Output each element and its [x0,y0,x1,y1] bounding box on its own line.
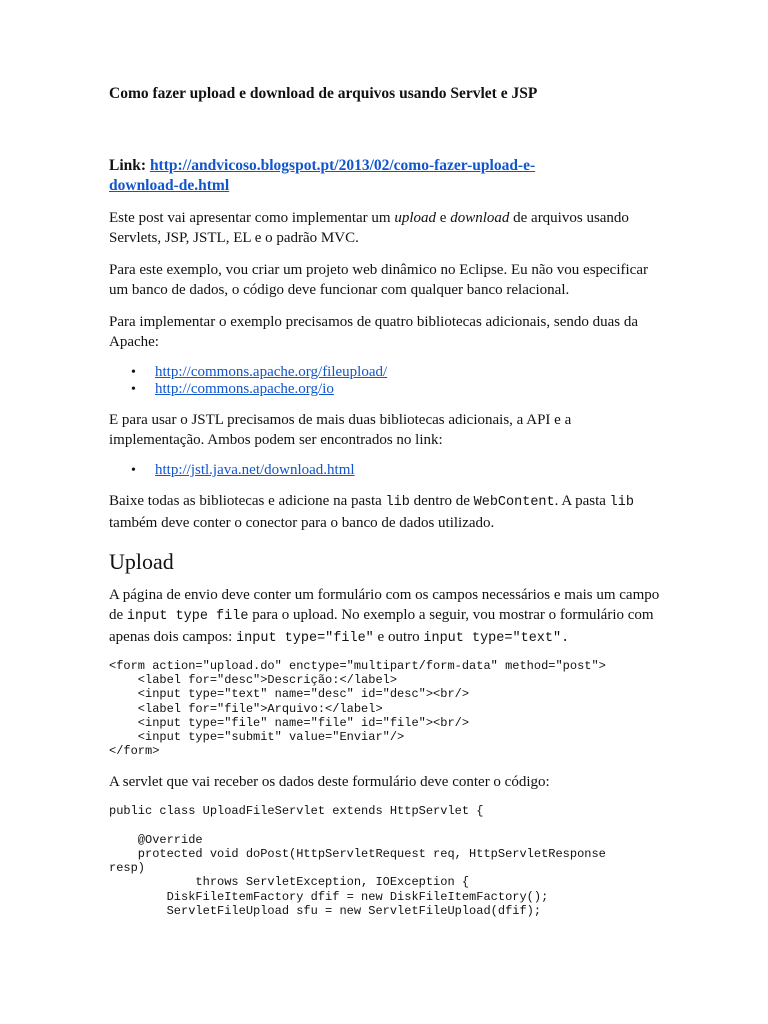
upload-paragraph [109,585,669,649]
upload-heading: Upload [109,549,174,574]
fileupload-link[interactable]: http://commons.apache.org/fileupload/ [155,364,388,380]
source-link-paragraph [109,156,669,196]
upload-text-b: para o upload. No exemplo a seguir, vou mostrar o formulário com apenas dois campos: [109,607,654,645]
intro-text-b: de arquivos usando Servlets, JSP, JSTL, EL e o padrão MVC. [109,210,629,246]
libs-text-b: dentro de [409,493,474,509]
libs-text-a: Baixe todas as bibliotecas e adicione na pasta [109,493,386,509]
list-item [109,462,669,479]
servlet-intro-paragraph: A servlet que vai receber os dados deste formulário deve conter o código: [109,774,550,791]
input-file-code: input type="file" [236,631,374,646]
source-link-line2: download-de.html [109,177,230,194]
list-item [109,381,669,398]
source-link-line1: http://andvicoso.blogspot.pt/2013/02/como-fazer-upload-e- [149,157,536,174]
input-text-code: input type="text" [423,631,562,646]
upload-period: . [561,631,570,646]
list-item [109,364,669,381]
lib-code-1: lib [385,495,410,510]
upload-text-c: e outro [373,629,424,645]
intro-paragraph-1 [109,208,669,248]
libs-text-c: . A pasta [554,493,610,509]
libs-paragraph [109,491,669,533]
upload-text-a: A página de envio deve conter um formulário com os campos necessários e mais um campo de [109,587,660,623]
document-content [109,84,669,918]
libs-text-d: também deve conter o conector para o banco de dados utilizado. [109,515,495,531]
intro-paragraph-2: Para este exemplo, vou criar um projeto web dinâmico no Eclipse. Eu não vou especificar um banco de dados, o código deve funcionar com qualquer banco relacional. [109,262,648,298]
jstl-paragraph: E para usar o JSTL precisamos de mais duas bibliotecas adicionais, a API e a implementação. Ambos podem ser encontrados no link: [109,412,572,448]
apache-links-list [109,364,669,398]
intro-download-word: download [450,210,510,226]
form-code-block: <form action="upload.do" enctype="multipart/form-data" method="post"> <label for="desc">Descrição:</label> <input type="text" name="desc" id="desc"><br/> <label for="file">Arquivo:</label> <input type="file" name="file" id="file"><br/> <input type="submit" value="Enviar"/> </form> [109,659,606,759]
document-title: Como fazer upload e download de arquivos usando Servlet e JSP [109,85,538,102]
servlet-code-block: public class UploadFileServlet extends HttpServlet { @Override protected void doPost(HttpServletRequest req, HttpServletResponse resp) throws ServletException, IOException { DiskFileItemFactory dfif = new DiskFileItemFactory(); ServletFileUpload sfu = new ServletFileUpload(dfif); [109,804,606,918]
jstl-link[interactable]: http://jstl.java.net/download.html [155,462,355,478]
input-type-file-code: input type file [126,609,249,624]
intro-upload-word: upload [394,210,437,226]
jstl-links-list [109,462,669,479]
webcontent-code: WebContent [473,495,555,510]
intro-e: e [436,210,451,226]
link-label: Link: [109,157,147,174]
intro-text-a: Este post vai apresentar como implementar um [109,210,395,226]
commons-io-link[interactable]: http://commons.apache.org/io [155,381,334,397]
source-link[interactable] [109,157,535,194]
intro-paragraph-3: Para implementar o exemplo precisamos de quatro bibliotecas adicionais, sendo duas da Apache: [109,314,639,350]
lib-code-2: lib [609,495,634,510]
